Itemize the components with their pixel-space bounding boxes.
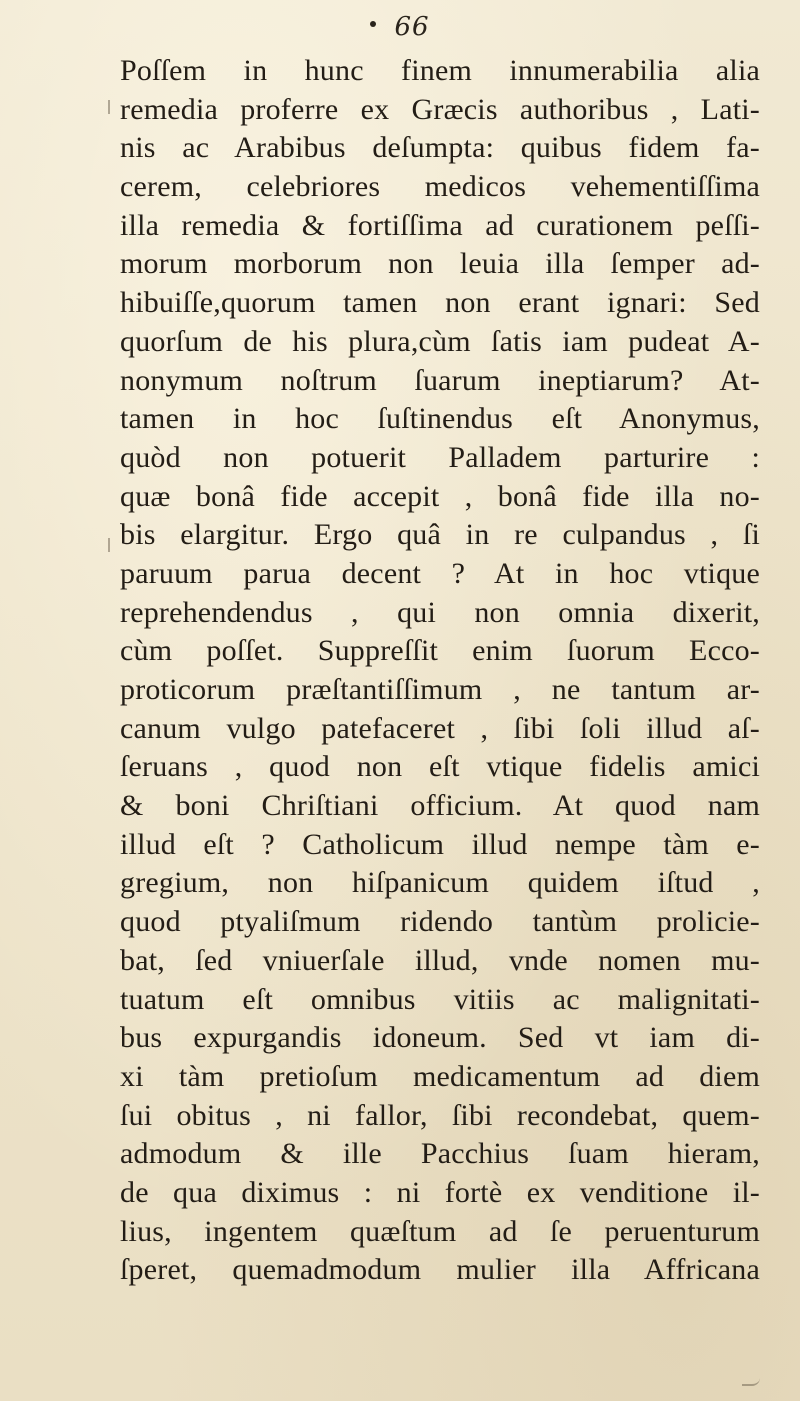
text-line: remedia proferre ex Græcis authoribus , Lati- xyxy=(120,92,760,126)
text-line: proticorum præſtantiſſimum , ne tantum ar- xyxy=(120,673,760,706)
text-line: cerem, celebriores medicos vehementiſſima xyxy=(120,170,760,204)
body-text xyxy=(120,52,760,1290)
text-line: bis elargitur. Ergo quâ in re culpandus , ſi xyxy=(120,518,760,552)
text-line: bat, ſed vniuerſale illud, vnde nomen mu- xyxy=(120,943,760,977)
ornament-dot xyxy=(370,21,376,27)
margin-mark xyxy=(108,100,110,114)
text-line: quod ptyaliſmum ridendo tantùm prolicie- xyxy=(120,905,760,939)
text-line: quorſum de his plura,cùm ſatis iam pudeat A- xyxy=(120,324,760,358)
text-line: ſui obitus , ni fallor, ſibi recondebat, quem- xyxy=(120,1098,760,1132)
text-line: canum vulgo patefaceret , ſibi ſoli illud aſ- xyxy=(120,711,760,745)
text-line: illud eſt ? Catholicum illud nempe tàm e- xyxy=(120,827,760,861)
text-line: tuatum eſt omnibus vitiis ac malignitati- xyxy=(120,982,760,1016)
page-number-text: 66 xyxy=(394,12,430,42)
text-line: & boni Chriſtiani officium. At quod nam xyxy=(120,789,760,823)
text-line: illa remedia & fortiſſima ad curationem peſſi- xyxy=(120,208,760,242)
text-line: quòd non potuerit Palladem parturire : xyxy=(120,440,760,474)
text-line: tamen in hoc ſuſtinendus eſt Anonymus, xyxy=(120,402,760,436)
page-number xyxy=(0,12,800,42)
text-line: bus expurgandis idoneum. Sed vt iam di- xyxy=(120,1021,760,1055)
text-line: hibuiſſe,quorum tamen non erant ignari: Sed xyxy=(120,286,760,320)
text-line: paruum parua decent ? At in hoc vtique xyxy=(120,556,760,590)
text-line: xi tàm pretioſum medicamentum ad diem xyxy=(120,1059,760,1093)
text-line: de qua diximus : ni fortè ex venditione il- xyxy=(120,1175,760,1209)
text-line: morum morborum non leuia illa ſemper ad- xyxy=(120,247,760,281)
text-line: admodum & ille Pacchius ſuam hieram, xyxy=(120,1137,760,1171)
margin-mark xyxy=(108,538,110,552)
text-line: Poſſem in hunc finem innumerabilia alia xyxy=(120,54,760,87)
text-line: cùm poſſet. Suppreſſit enim ſuorum Ecco- xyxy=(120,634,760,668)
catchword-flourish xyxy=(742,1378,760,1386)
text-line: reprehendendus , qui non omnia dixerit, xyxy=(120,595,760,629)
text-line: gregium, non hiſpanicum quidem iſtud , xyxy=(120,866,760,900)
text-line: nonymum noſtrum ſuarum ineptiarum? At- xyxy=(120,363,760,397)
text-line: ſeruans , quod non eſt vtique fidelis amici xyxy=(120,750,760,784)
text-line: lius, ingentem quæſtum ad ſe peruenturum xyxy=(120,1214,760,1248)
text-line: ſperet, quemadmodum mulier illa Affricana xyxy=(120,1253,760,1287)
text-line: quæ bonâ fide accepit , bonâ fide illa no- xyxy=(120,479,760,513)
text-line: nis ac Arabibus deſumpta: quibus fidem fa- xyxy=(120,131,760,165)
